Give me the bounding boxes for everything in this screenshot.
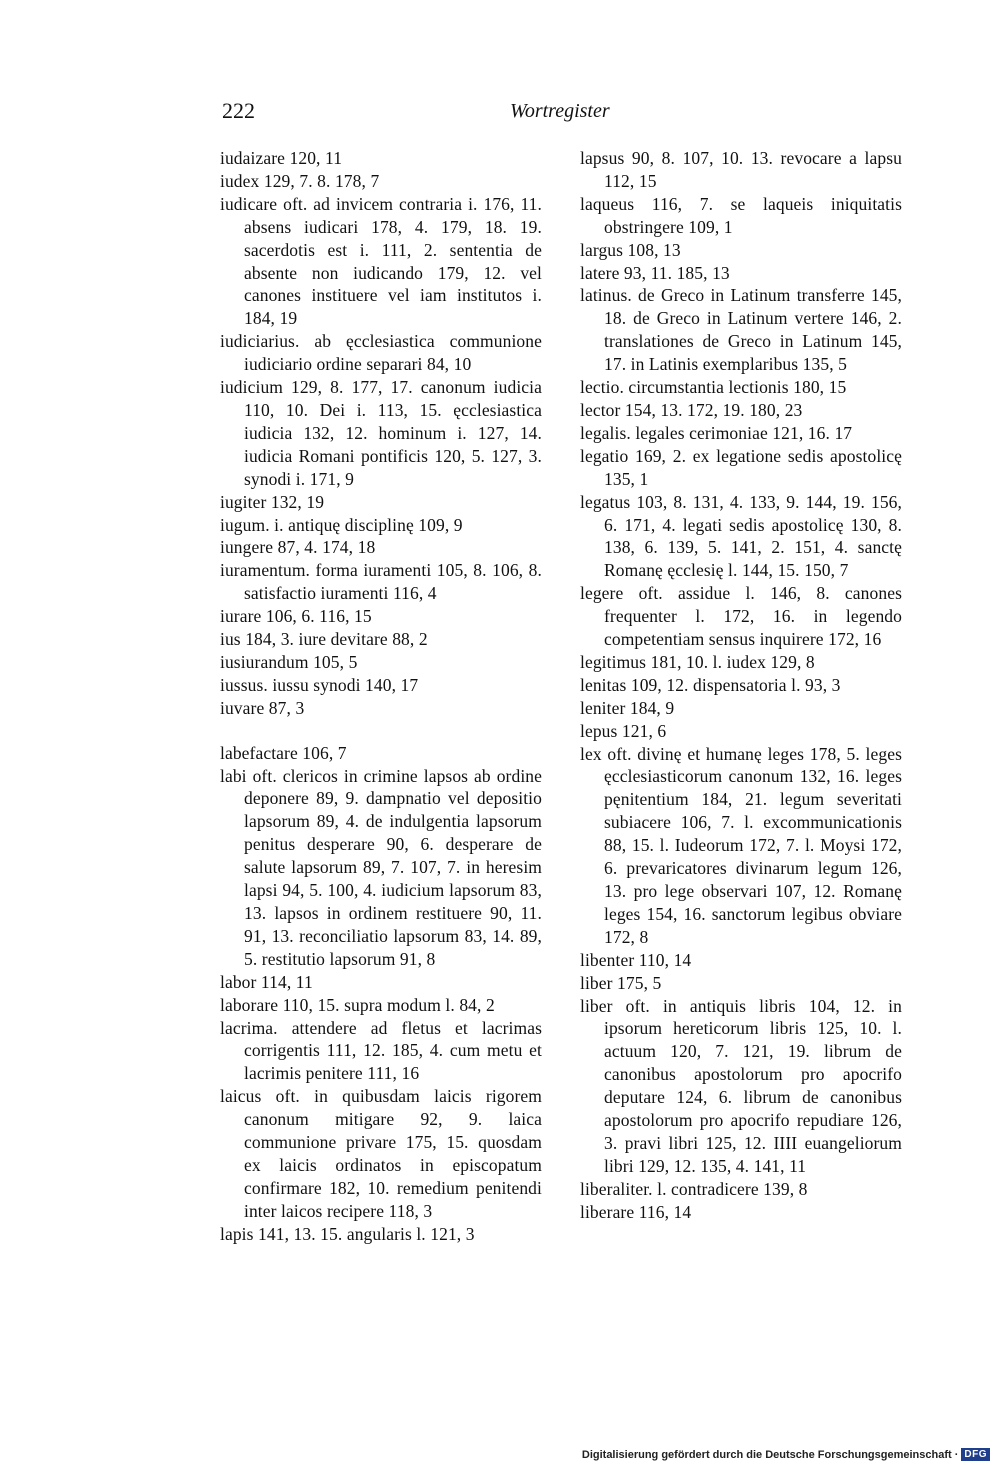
running-title: Wortregister	[510, 100, 610, 122]
index-entry: lector 154, 13. 172, 19. 180, 23	[580, 399, 803, 420]
index-entry: iugiter 132, 19	[220, 491, 325, 512]
index-entry: lenitas 109, 12. dispensatoria l. 93, 3	[580, 674, 841, 695]
index-entry: lectio. circumstantia lectionis 180, 15	[580, 377, 847, 398]
index-entry: iugum. i. antiquę disciplinę 109, 9	[220, 514, 463, 535]
index-entry: legere oft. assidue l. 146, 8. canones frequenter l. 172, 16. in legendo competentiam sensus inquirere 172, 16	[580, 583, 902, 650]
index-entry: laqueus 116, 7. se laqueis iniquitatis obstringere 109, 1	[580, 193, 902, 237]
index-entry: largus 108, 13	[580, 239, 681, 260]
index-entry: iudex 129, 7. 8. 178, 7	[220, 170, 380, 191]
page-number: 222	[222, 98, 255, 123]
index-entry: iudicium 129, 8. 177, 17. canonum iudicia 110, 10. Dei i. 113, 15. ęcclesiastica iudicia 132, 12. hominum i. 127, 14. iudicia Romani pontificis 120, 5. 127, 3. synodi i. 171, 9	[220, 377, 542, 489]
digitization-footer	[582, 1448, 990, 1461]
index-entry: iudiciarius. ab ęcclesiastica communione iudiciario ordine separari 84, 10	[220, 331, 542, 375]
index-entry: labor 114, 11	[220, 971, 313, 992]
index-entry: liberaliter. l. contradicere 139, 8	[580, 1178, 808, 1199]
index-entry: lepus 121, 6	[580, 720, 667, 741]
index-entry: iussus. iussu synodi 140, 17	[220, 674, 419, 695]
index-entry: iuvare 87, 3	[220, 697, 305, 718]
index-entry: laborare 110, 15. supra modum l. 84, 2	[220, 994, 495, 1015]
right-column	[580, 147, 902, 1224]
index-entry: libenter 110, 14	[580, 949, 692, 970]
index-entry: iurare 106, 6. 116, 15	[220, 606, 372, 627]
index-entry: legitimus 181, 10. l. iudex 129, 8	[580, 651, 815, 672]
index-entry: legatio 169, 2. ex legatione sedis apostolicę 135, 1	[580, 445, 902, 489]
index-entry: liber oft. in antiquis libris 104, 12. in ipsorum hereticorum libris 125, 10. l. actuum 120, 7. 121, 19. librum de canonibus apostolorum pro apocrifo deputare 124, 6. librum de canonibus apostolorum pro apocrifo repudiare 126, 3. pravi libri 125, 12. IIII euangeliorum libri 129, 12. 135, 4. 141, 11	[580, 995, 902, 1176]
index-entry: leniter 184, 9	[580, 697, 675, 718]
index-entry: labi oft. clericos in crimine lapsos ab ordine deponere 89, 9. dampnatio vel depositio lapsorum 89, 4. de indulgentia lapsorum penitus desperare 90, 6. desperare de salute lapsorum 89, 7. 107, 7. in heresim lapsi 94, 5. 100, 4. iudicium lapsorum 83, 13. lapsos in ordinem restituere 90, 11. 91, 13. reconciliatio lapsorum 83, 14. 89, 5. restitutio lapsorum 91, 8	[220, 765, 542, 969]
dfg-logo: DFG	[961, 1448, 990, 1461]
index-entry: iuramentum. forma iuramenti 105, 8. 106, 8. satisfactio iuramenti 116, 4	[220, 560, 542, 604]
index-entry: ius 184, 3. iure devitare 88, 2	[220, 629, 428, 650]
index-entry: laicus oft. in quibusdam laicis rigorem canonum mitigare 92, 9. laica communione privare 175, 15. quosdam ex laicis ordinatos in episcopatum confirmare 182, 10. remedium penitendi inter laicos recipere 118, 3	[220, 1086, 542, 1221]
index-entry: iudicare oft. ad invicem contraria i. 176, 11. absens iudicari 178, 4. 179, 18. 19. sacerdotis est i. 111, 2. sententia de absente non iudicando 179, 12. vel canones instituere vel iam institutos i. 184, 19	[220, 193, 542, 329]
index-entry: iudaizare 120, 11	[220, 148, 343, 168]
index-entry: legatus 103, 8. 131, 4. 133, 9. 144, 19. 156, 6. 171, 4. legati sedis apostolicę 130, 8. 138, 6. 139, 5. 141, 2. 151, 4. sanctę Romanę ęcclesię l. 144, 15. 150, 7	[580, 491, 902, 581]
index-entry: latere 93, 11. 185, 13	[580, 262, 730, 283]
running-head	[0, 98, 1000, 128]
index-entry: latinus. de Greco in Latinum transferre 145, 18. de Greco in Latinum vertere 146, 2. translationes de Greco in Latinum 145, 17. in Latinis exemplaribus 135, 5	[580, 285, 902, 375]
index-entry: lacrima. attendere ad fletus et lacrimas corrigentis 111, 12. 185, 4. cum metu et lacrimis penitere 111, 16	[220, 1017, 542, 1084]
index-entry: lapsus 90, 8. 107, 10. 13. revocare a lapsu 112, 15	[580, 148, 902, 191]
index-entry: legalis. legales cerimoniae 121, 16. 17	[580, 422, 853, 443]
left-column	[220, 147, 542, 1246]
index-entry: iungere 87, 4. 174, 18	[220, 537, 376, 558]
index-entry: lex oft. divinę et humanę leges 178, 5. leges ęcclesiasticorum canonum 132, 16. leges pęnitentium 184, 21. legum severitati subiacere 106, 7. l. excommunicationis 88, 15. l. Iudeorum 172, 7. l. Moysi 172, 6. prevaricatores divinarum legum 126, 13. pro lege observari 107, 12. Romanę leges 154, 16. sanctorum legibus obviare 172, 8	[580, 743, 902, 947]
index-entry: labefactare 106, 7	[220, 742, 347, 763]
footer-text: Digitalisierung gefördert durch die Deutsche Forschungsgemeinschaft ·	[581, 1448, 959, 1461]
index-entry: iusiurandum 105, 5	[220, 651, 358, 672]
letter-group-gap	[220, 720, 542, 742]
index-entry: lapis 141, 13. 15. angularis l. 121, 3	[220, 1223, 475, 1244]
index-entry: liberare 116, 14	[580, 1201, 692, 1222]
index-entry: liber 175, 5	[580, 972, 662, 993]
